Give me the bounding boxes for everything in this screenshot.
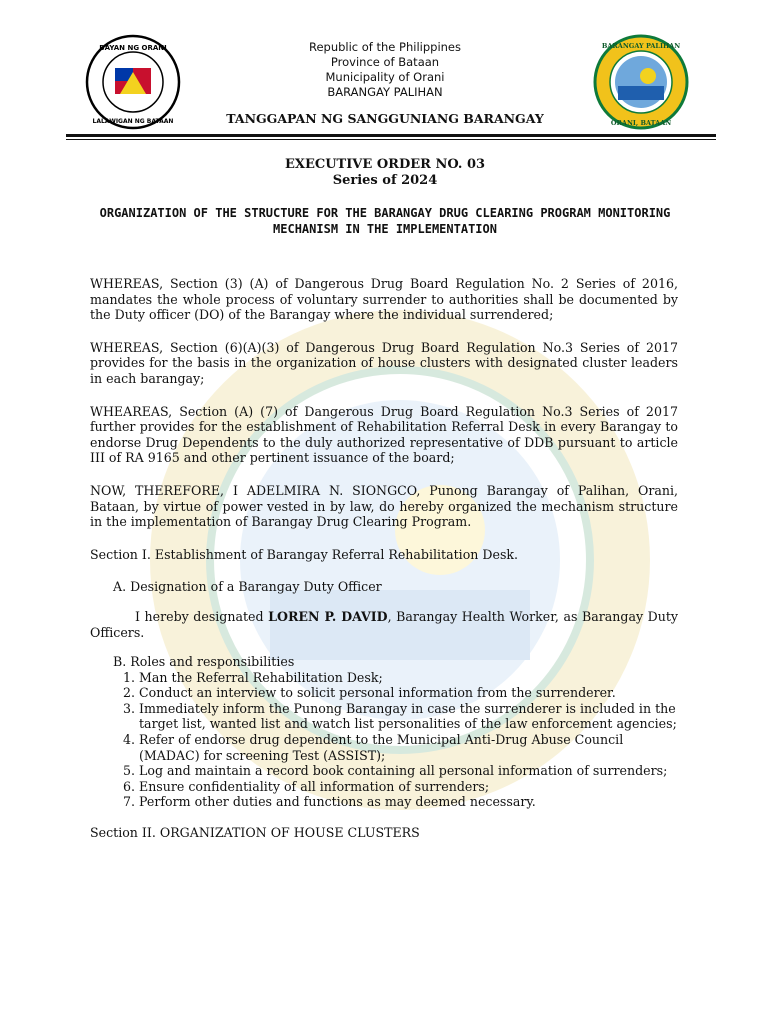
roles-list <box>90 670 678 810</box>
whereas-paragraph-1: WHEREAS, Section (3) (A) of Dangerous Drug Board Regulation No. 2 Series of 2016, mandates the whole process of voluntary surrender to authorities shall be documented by the Duty officer (DO) of the Barangay where the individual surrendered; <box>90 276 678 323</box>
header-republic: Republic of the Philippines <box>308 40 462 54</box>
header-barangay: BARANGAY PALIHAN <box>327 85 443 99</box>
document-body <box>90 276 678 858</box>
whereas-paragraph-3: WHEAREAS, Section (A) (7) of Dangerous Drug Board Regulation No.3 Series of 2017 further provides for the establishment of Rehabilitation Referral Desk in every Barangay to endorse Drug Dependents to the duly authorized representative of DDB pursuant to article III of RA 9165 and other pertinent issuance of the board; <box>90 403 678 466</box>
header-divider-thin <box>66 139 716 140</box>
right-seal-bottom-text: ORANI, BATAAN <box>610 119 672 127</box>
designation-prefix: I hereby designated <box>135 608 269 624</box>
order-number: EXECUTIVE ORDER NO. 03 <box>284 157 486 172</box>
section-2-heading: Section II. ORGANIZATION OF HOUSE CLUSTERS <box>90 825 420 841</box>
left-seal-top-text: BAYAN NG ORANI <box>99 44 167 52</box>
header-divider <box>66 134 716 137</box>
list-item: 7. Perform other duties and functions as may deemed necessary. <box>139 794 678 810</box>
order-series: Series of 2024 <box>332 173 438 188</box>
header-municipality: Municipality of Orani <box>325 70 445 84</box>
header-office: TANGGAPAN NG SANGGUNIANG BARANGAY <box>226 111 544 126</box>
list-item: 6. Ensure confidentiality of all information of surrenders; <box>139 779 678 795</box>
therefore-paragraph: NOW, THEREFORE, I ADELMIRA N. SIONGCO, Punong Barangay of Palihan, Orani, Bataan, by virtue of power vested in by law, do hereby organized the mechanism structure in the implementation of Barangay Drug Clearing Program. <box>90 482 678 530</box>
list-item: 3. Immediately inform the Punong Barangay in case the surrenderer is included in the target list, wanted list and watch list personalities of the law enforcement agencies; <box>139 701 678 732</box>
header-province: Province of Bataan <box>330 55 440 69</box>
list-item: 1. Man the Referral Rehabilitation Desk; <box>139 670 678 686</box>
subsection-a-heading: A. Designation of a Barangay Duty Officer <box>113 579 382 595</box>
list-item: 4. Refer of endorse drug dependent to the Municipal Anti-Drug Abuse Council (MADAC) for screening Test (ASSIST); <box>139 732 678 763</box>
order-title: ORGANIZATION OF THE STRUCTURE FOR THE BARANGAY DRUG CLEARING PROGRAM MONITORING MECHANISM IN THE IMPLEMENTATION <box>99 206 671 236</box>
duty-officer-name: LOREN P. DAVID <box>268 608 388 624</box>
whereas-paragraph-2: WHEREAS, Section (6)(A)(3) of Dangerous Drug Board Regulation No.3 Series of 2017 provides for the basis in the organization of house clusters with designated cluster leaders in each barangay; <box>90 339 678 386</box>
section-1-heading: Section I. Establishment of Barangay Referral Rehabilitation Desk. <box>90 546 519 562</box>
right-seal-top-text: BARANGAY PALIHAN <box>601 42 681 50</box>
left-seal-bottom-text: LALAWIGAN NG BATAAN <box>92 118 174 125</box>
subsection-b-heading: B. Roles and responsibilities <box>113 654 295 670</box>
list-item: 5. Log and maintain a record book containing all personal information of surrenders; <box>139 763 678 779</box>
designation-paragraph <box>90 609 678 640</box>
designation-suffix: , Barangay Health Worker, as Barangay Duty Officers. <box>90 608 679 640</box>
list-item: 2. Conduct an interview to solicit personal information from the surrenderer. <box>139 685 678 701</box>
